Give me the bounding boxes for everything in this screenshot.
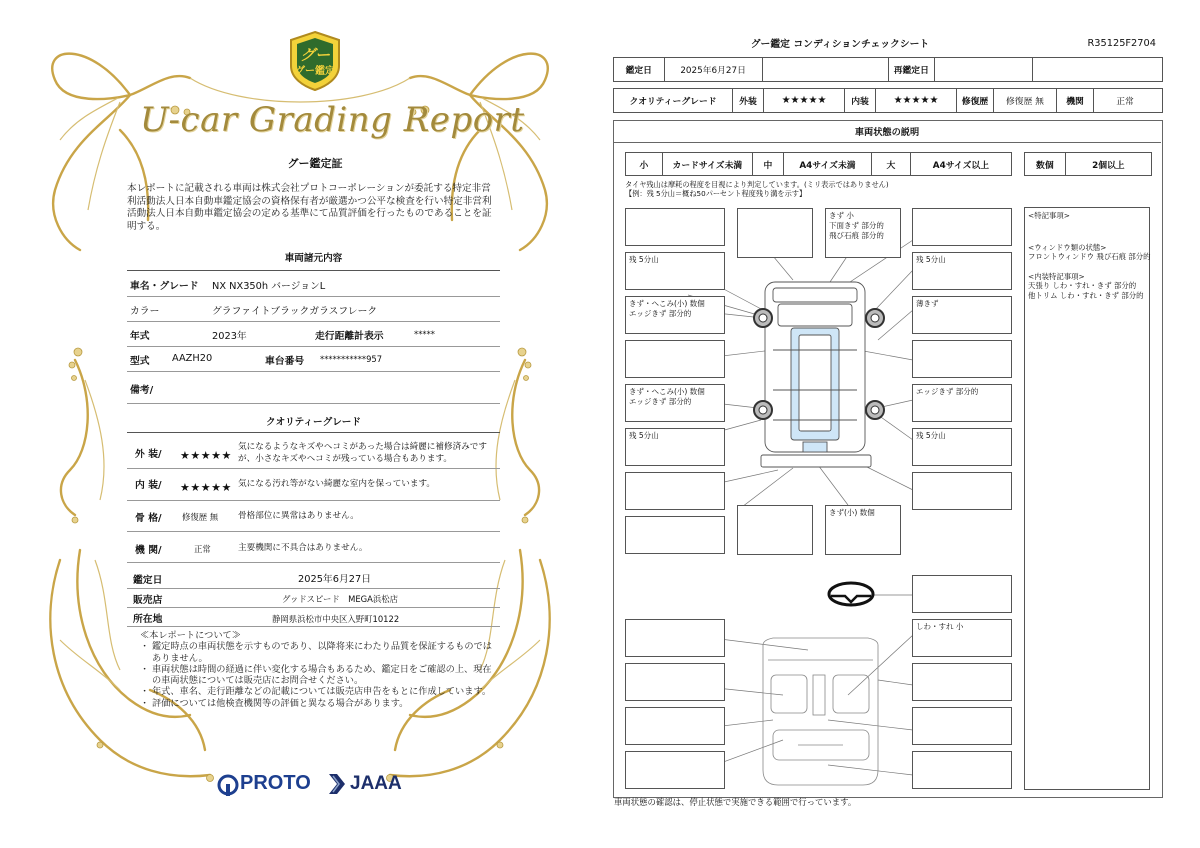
legend-count-desc: 2個以上: [1092, 160, 1125, 171]
divider: [127, 468, 500, 469]
jaaa-logo-text: JAAA: [350, 773, 402, 794]
note-box: [625, 208, 725, 246]
note-box-interior: [912, 619, 1012, 657]
date-value: 2025年6月27日: [665, 58, 763, 81]
legend-count: 数個: [1025, 153, 1066, 175]
name-value: NX NX350h バージョンL: [212, 281, 326, 292]
address-label: 所在地: [133, 614, 163, 625]
divider: [127, 270, 500, 271]
rear-bottom-text: きず(小) 数個: [829, 508, 875, 517]
legend-medium-desc: A4サイズ未満: [784, 153, 872, 175]
sheet-title: グー鑑定 コンディションチェックシート: [750, 39, 930, 50]
empty-cell: [1033, 58, 1162, 81]
note-box-roof: [825, 208, 901, 258]
divider: [127, 500, 500, 501]
exterior-desc: 気になるようなキズやヘコミがあった場合は綺麗に補修済みですが、小さなキズやヘコミが残っている場合もあります。: [238, 442, 487, 464]
date-label: 鑑定日: [614, 58, 665, 81]
interior-desc: 気になる汚れ等がない綺麗な室内を保っています。: [238, 479, 435, 489]
note-box-front-left: [625, 296, 725, 334]
front-left-text: きず・へこみ(小) 数個 エッジきず 部分的: [629, 299, 705, 318]
mileage-value: *****: [414, 329, 435, 339]
note-item: ・ 鑑定時点の車両状態を示すものであり、以降将来にわたり品質を保証するものではありません。: [140, 641, 495, 664]
engine-value: 正常: [194, 544, 211, 554]
frame-value: 修復歴 無: [182, 512, 219, 522]
note-box: [912, 472, 1012, 510]
front-right-text: 薄きず: [916, 299, 939, 308]
reappraisal-label: 再鑑定日: [889, 58, 936, 81]
legend-small-desc: カードサイズ未満: [663, 153, 753, 175]
special-remarks: [1024, 207, 1150, 790]
divider: [127, 531, 500, 532]
chassis-label: 車台番号: [265, 356, 305, 367]
name-label: 車名・グレード: [130, 281, 199, 292]
engine-desc: 主要機関に不具合はありません。: [238, 543, 368, 553]
divider: [127, 346, 500, 347]
model-value: AAZH20: [172, 353, 213, 364]
interior-label: 内 装/: [135, 480, 162, 491]
divider: [127, 562, 500, 563]
tire-rr-text: 残 5分山: [916, 431, 946, 440]
divider: [127, 588, 500, 589]
certificate-title: グー鑑定証: [287, 157, 343, 170]
note-box-tire-fl: [625, 252, 725, 290]
interior-stars: ★★★★★: [876, 89, 957, 112]
shop-label: 販売店: [133, 595, 163, 606]
chassis-value: ***********957: [320, 354, 383, 364]
divider: [127, 403, 500, 404]
note-item: ・ 評価については他検査機関等の評価と異なる場合があります。: [140, 698, 495, 709]
window-heading: <ウィンドウ類の状態>: [1028, 242, 1107, 252]
year-label: 年式: [130, 331, 150, 342]
proto-logo-text: PROTO: [240, 772, 311, 794]
note-box-rear-right: [912, 384, 1012, 422]
exterior-label: 外 装/: [135, 449, 162, 460]
repair-value: 修復歴 無: [994, 89, 1057, 112]
empty-cell: [763, 58, 889, 81]
note-item: ・ 年式、車名、走行距離などの記載については販売店申告をもとに作成しています。: [140, 686, 495, 697]
note-box: [912, 663, 1012, 701]
interior-value: 天張り しわ・すれ・きず 部分的: [1028, 281, 1137, 291]
note-box: [625, 619, 725, 657]
color-label: カラー: [130, 306, 160, 317]
note-box: [737, 208, 813, 258]
logo-text: グー鑑定: [295, 66, 335, 77]
engine-label: 機 関/: [135, 545, 162, 556]
year-value: 2023年: [212, 331, 247, 342]
date-value: 2025年6月27日: [298, 574, 372, 585]
legend-large-desc: A4サイズ以上: [932, 160, 989, 171]
note-box-front-right: [912, 296, 1012, 334]
note-box: [625, 516, 725, 554]
spec-heading: 車両諸元内容: [284, 253, 343, 264]
tire-note-example: 【例：残 5分山＝概ね50パーセント程度残り溝を示す】: [625, 189, 807, 198]
divider: [127, 371, 500, 372]
certificate-intro: 本レポートに記載される車両は株式会社プロトコーポレーションが委託する特定非営利活動法人日本自動車鑑定協会の資格保有者が厳選かつ公平な検査を行い特定非営利活動法人日本自動車鑑定協会の定める基準にて品質評価を行ったものであることを証明する。: [127, 183, 492, 232]
note-box: [912, 707, 1012, 745]
note-box: [625, 751, 725, 789]
shop-value: グッドスピード MEGA浜松店: [282, 594, 399, 604]
interior-stars: ★★★★★: [180, 481, 232, 494]
legend-large: 大: [872, 153, 911, 175]
reappraisal-value: [935, 58, 1033, 81]
divider: [127, 626, 500, 627]
roof-text: きず 小 下面きず 部分的 飛び石痕 部分的: [829, 211, 884, 240]
divider: [127, 432, 500, 433]
note-box: [625, 707, 725, 745]
sheet-id: R35125F2704: [1087, 38, 1156, 49]
note-box: [912, 751, 1012, 789]
interior-value: 他トリム しわ・すれ・きず 部分的: [1028, 290, 1144, 300]
divider: [127, 321, 500, 322]
note-box: [912, 208, 1012, 246]
frame-label: 骨 格/: [135, 513, 162, 524]
address-value: 静岡県浜松市中央区入野町10122: [272, 614, 400, 624]
tire-rl-text: 残 5分山: [629, 431, 659, 440]
remarks-label: 備考/: [130, 385, 154, 396]
quality-heading: クオリティーグレード: [266, 417, 361, 428]
exterior-stars: ★★★★★: [764, 89, 845, 112]
note-box: [912, 340, 1012, 378]
count-legend: [1024, 152, 1152, 176]
note-box: [912, 575, 1012, 613]
exterior-stars: ★★★★★: [180, 449, 232, 462]
note-box: [625, 340, 725, 378]
divider: [127, 607, 500, 608]
note-box-rear-left: [625, 384, 725, 422]
legend-small: 小: [626, 153, 663, 175]
report-notes: [140, 630, 495, 709]
date-label: 鑑定日: [133, 575, 163, 586]
exterior-label: 外装: [733, 89, 764, 112]
note-item: ・ 車両状態は時間の経過に伴い変化する場合もあるため、鑑定日をご確認の上、現在の車両状態については販売店にお問合せください。: [140, 664, 495, 687]
jaaa-logo-icon: [327, 772, 347, 796]
section-title: 車両状態の説明: [613, 120, 1161, 143]
note-box-tire-rl: [625, 428, 725, 466]
window-value: フロントウィンドウ 飛び石痕 部分的: [1028, 252, 1151, 262]
note-box-rear-bottom: [825, 505, 901, 555]
frame-desc: 骨格部位に異常はありません。: [238, 511, 359, 521]
mileage-label: 走行距離計表示: [315, 331, 384, 342]
repair-label: 修復歴: [957, 89, 994, 112]
interior-label: 内装: [845, 89, 876, 112]
note-box: [625, 663, 725, 701]
appraisal-date-row: [613, 57, 1163, 82]
color-value: グラファイトブラックガラスフレーク: [212, 306, 378, 317]
note-box-tire-fr: [912, 252, 1012, 290]
quality-grade-row: [613, 88, 1163, 113]
quality-label: クオリティーグレード: [614, 89, 733, 112]
proto-logo-icon: [217, 774, 239, 796]
engine-value: 正常: [1116, 97, 1134, 107]
report-script-title: U-car Grading Report: [140, 100, 525, 140]
note-box: [625, 472, 725, 510]
tire-fr-text: 残 5分山: [916, 255, 946, 264]
interior-seat-text: しわ・すれ 小: [916, 622, 964, 631]
legend-medium: 中: [753, 153, 784, 175]
interior-heading: <内装特記事項>: [1028, 271, 1085, 281]
size-legend: [625, 152, 1012, 176]
sheet-footer-note: 車両状態の確認は、停止状態で実施できる範囲で行っています。: [614, 797, 857, 807]
notes-heading: ≪本レポートについて≫: [140, 630, 241, 641]
tire-fl-text: 残 5分山: [629, 255, 659, 264]
rear-left-text: きず・へこみ(小) 数個 エッジきず 部分的: [629, 387, 705, 406]
special-heading: <特記事項>: [1028, 211, 1070, 220]
model-label: 型式: [130, 356, 150, 367]
goo-appraisal-logo: [287, 30, 343, 92]
svg-text:グー: グー: [299, 46, 331, 64]
engine-label: 機関: [1057, 89, 1094, 112]
note-box-tire-rr: [912, 428, 1012, 466]
note-box: [737, 505, 813, 555]
divider: [127, 296, 500, 297]
rear-right-text: エッジきず 部分的: [916, 387, 979, 396]
tire-note: タイヤ残山は摩耗の程度を目視により判定しています。(ミリ表示ではありません): [625, 180, 889, 189]
